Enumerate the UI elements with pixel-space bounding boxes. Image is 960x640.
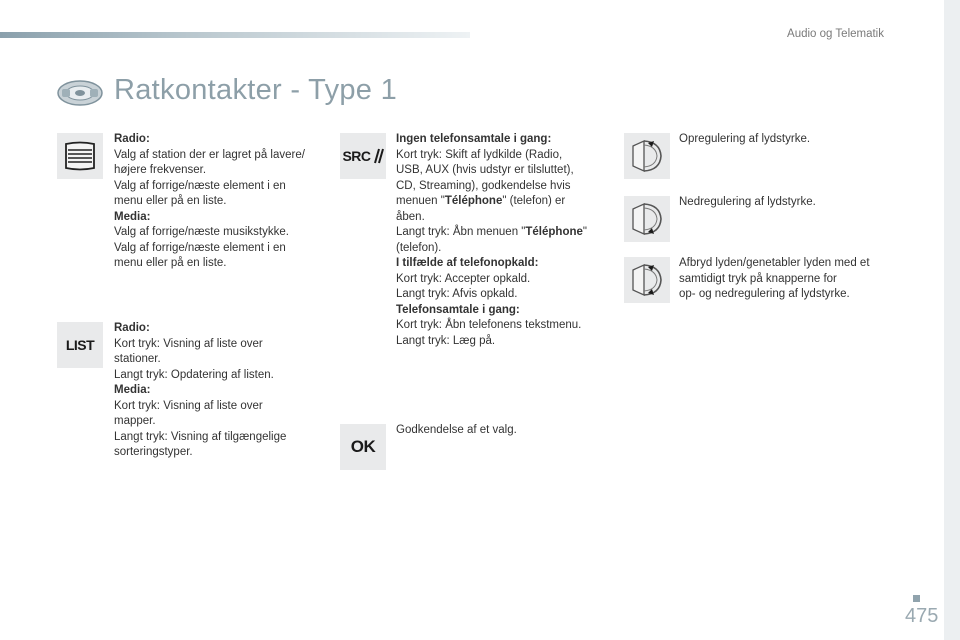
text-line bbox=[679, 272, 894, 288]
text: Opregulering af lydstyrke. bbox=[679, 133, 811, 145]
text: sorteringstyper. bbox=[114, 446, 193, 458]
text: CD, Streaming), godkendelse hvis bbox=[396, 179, 571, 192]
text-line bbox=[396, 256, 616, 272]
text-line bbox=[396, 287, 616, 303]
text: Kort tryk: Visning af liste over bbox=[114, 399, 263, 412]
text-line bbox=[114, 383, 329, 399]
text: menuen " bbox=[396, 195, 445, 207]
text: åben. bbox=[396, 210, 425, 223]
ok-label: OK bbox=[350, 437, 376, 456]
bold-text: Radio: bbox=[114, 133, 150, 145]
text-line bbox=[396, 303, 616, 319]
bold-text: I tilfælde af telefonopkald: bbox=[396, 257, 539, 269]
text: USB, AUX (hvis udstyr er tilsluttet), bbox=[396, 164, 574, 176]
text: samtidigt tryk på knapperne for bbox=[679, 272, 837, 285]
text-line bbox=[114, 430, 329, 446]
text-line bbox=[114, 256, 329, 272]
text-line bbox=[396, 210, 616, 226]
text-line bbox=[396, 179, 616, 195]
text-line bbox=[114, 241, 329, 257]
text-line bbox=[114, 445, 329, 461]
text-line bbox=[114, 210, 329, 226]
page-edge-strip bbox=[944, 0, 960, 640]
text-line bbox=[114, 352, 329, 368]
volume-up-button bbox=[624, 133, 670, 179]
bold-text: Téléphone bbox=[444, 195, 503, 207]
text-line bbox=[396, 272, 616, 288]
thumbwheel-button bbox=[57, 133, 103, 179]
ok-description bbox=[396, 423, 616, 439]
phone-slash-icon bbox=[372, 148, 384, 164]
thumbwheel-icon bbox=[62, 141, 98, 171]
page-number: 475 bbox=[905, 605, 939, 627]
volume-up-description bbox=[679, 132, 894, 148]
text-line bbox=[396, 132, 616, 148]
volume-down-button bbox=[624, 196, 670, 242]
text-line bbox=[396, 225, 616, 241]
text-line bbox=[396, 241, 616, 257]
text: Godkendelse af et valg. bbox=[396, 424, 517, 436]
mute-button bbox=[624, 257, 670, 303]
text-line bbox=[114, 368, 329, 384]
text-line bbox=[396, 163, 616, 179]
text-line bbox=[114, 337, 329, 353]
text: Langt tryk: Afvis opkald. bbox=[396, 288, 518, 300]
list-description bbox=[114, 321, 329, 461]
text: Valg af station der er lagret på lavere/ bbox=[114, 148, 305, 161]
text-line bbox=[114, 414, 329, 430]
text-line bbox=[396, 194, 616, 210]
text: Kort tryk: Accepter opkald. bbox=[396, 272, 531, 285]
radio-scroll-description bbox=[114, 132, 329, 272]
bold-text: Radio: bbox=[114, 322, 150, 334]
bold-text: Telefonsamtale i gang: bbox=[396, 303, 520, 316]
text: Valg af forrige/næste element i en bbox=[114, 241, 286, 254]
text-line bbox=[679, 256, 894, 272]
page-marker bbox=[913, 595, 920, 602]
text-line bbox=[396, 423, 616, 439]
text: Nedregulering af lydstyrke. bbox=[679, 196, 816, 208]
bold-text: Ingen telefonsamtale i gang: bbox=[396, 133, 552, 145]
text-line bbox=[396, 148, 616, 164]
text: Kort tryk: Skift af lydkilde (Radio, bbox=[396, 148, 563, 161]
text-line bbox=[114, 321, 329, 337]
volume-down-lever-icon bbox=[630, 201, 664, 237]
text: Kort tryk: Visning af liste over bbox=[114, 337, 263, 350]
list-label: LIST bbox=[65, 337, 95, 353]
text: Valg af forrige/næste musikstykke. bbox=[114, 226, 289, 238]
mute-description bbox=[679, 256, 894, 303]
text: højere frekvenser. bbox=[114, 164, 207, 176]
text-line bbox=[114, 179, 329, 195]
src-button bbox=[340, 133, 386, 179]
volume-down-description bbox=[679, 195, 894, 211]
text-line bbox=[114, 225, 329, 241]
bold-text: Téléphone bbox=[525, 226, 583, 238]
src-description bbox=[396, 132, 616, 349]
text: op- og nedregulering af lydstyrke. bbox=[679, 288, 850, 300]
header-bar bbox=[0, 32, 470, 38]
list-button bbox=[57, 322, 103, 368]
text: (telefon). bbox=[396, 241, 442, 254]
bold-text: Media: bbox=[114, 384, 151, 396]
text: stationer. bbox=[114, 353, 161, 365]
section-title: Audio og Telematik bbox=[787, 28, 884, 40]
text: Langt tryk: Åbn menuen " bbox=[396, 226, 526, 238]
text: Langt tryk: Opdatering af listen. bbox=[114, 368, 274, 381]
text-line bbox=[679, 195, 894, 211]
text-line bbox=[396, 334, 616, 350]
text: menu eller på en liste. bbox=[114, 257, 227, 269]
text: Valg af forrige/næste element i en bbox=[114, 179, 286, 192]
mute-lever-icon bbox=[630, 262, 664, 298]
src-label: SRC bbox=[342, 148, 371, 164]
text-line bbox=[114, 132, 329, 148]
text-line bbox=[114, 399, 329, 415]
text: Kort tryk: Åbn telefonens tekstmenu. bbox=[396, 319, 582, 331]
bold-text: Media: bbox=[114, 210, 151, 223]
steering-wheel-icon bbox=[56, 78, 104, 108]
text-line bbox=[114, 163, 329, 179]
text: Langt tryk: Visning af tilgængelige bbox=[114, 430, 287, 443]
text: " bbox=[582, 226, 587, 238]
text-line bbox=[679, 132, 894, 148]
text: " (telefon) er bbox=[502, 195, 566, 207]
text-line bbox=[114, 148, 329, 164]
text: menu eller på en liste. bbox=[114, 195, 227, 207]
ok-button bbox=[340, 424, 386, 470]
text: Afbryd lyden/genetabler lyden med et bbox=[679, 257, 870, 269]
text-line bbox=[114, 194, 329, 210]
page-title: Ratkontakter - Type 1 bbox=[114, 74, 398, 106]
text: mapper. bbox=[114, 415, 156, 427]
text-line bbox=[396, 318, 616, 334]
volume-up-lever-icon bbox=[630, 138, 664, 174]
text-line bbox=[679, 287, 894, 303]
text: Langt tryk: Læg på. bbox=[396, 334, 496, 347]
